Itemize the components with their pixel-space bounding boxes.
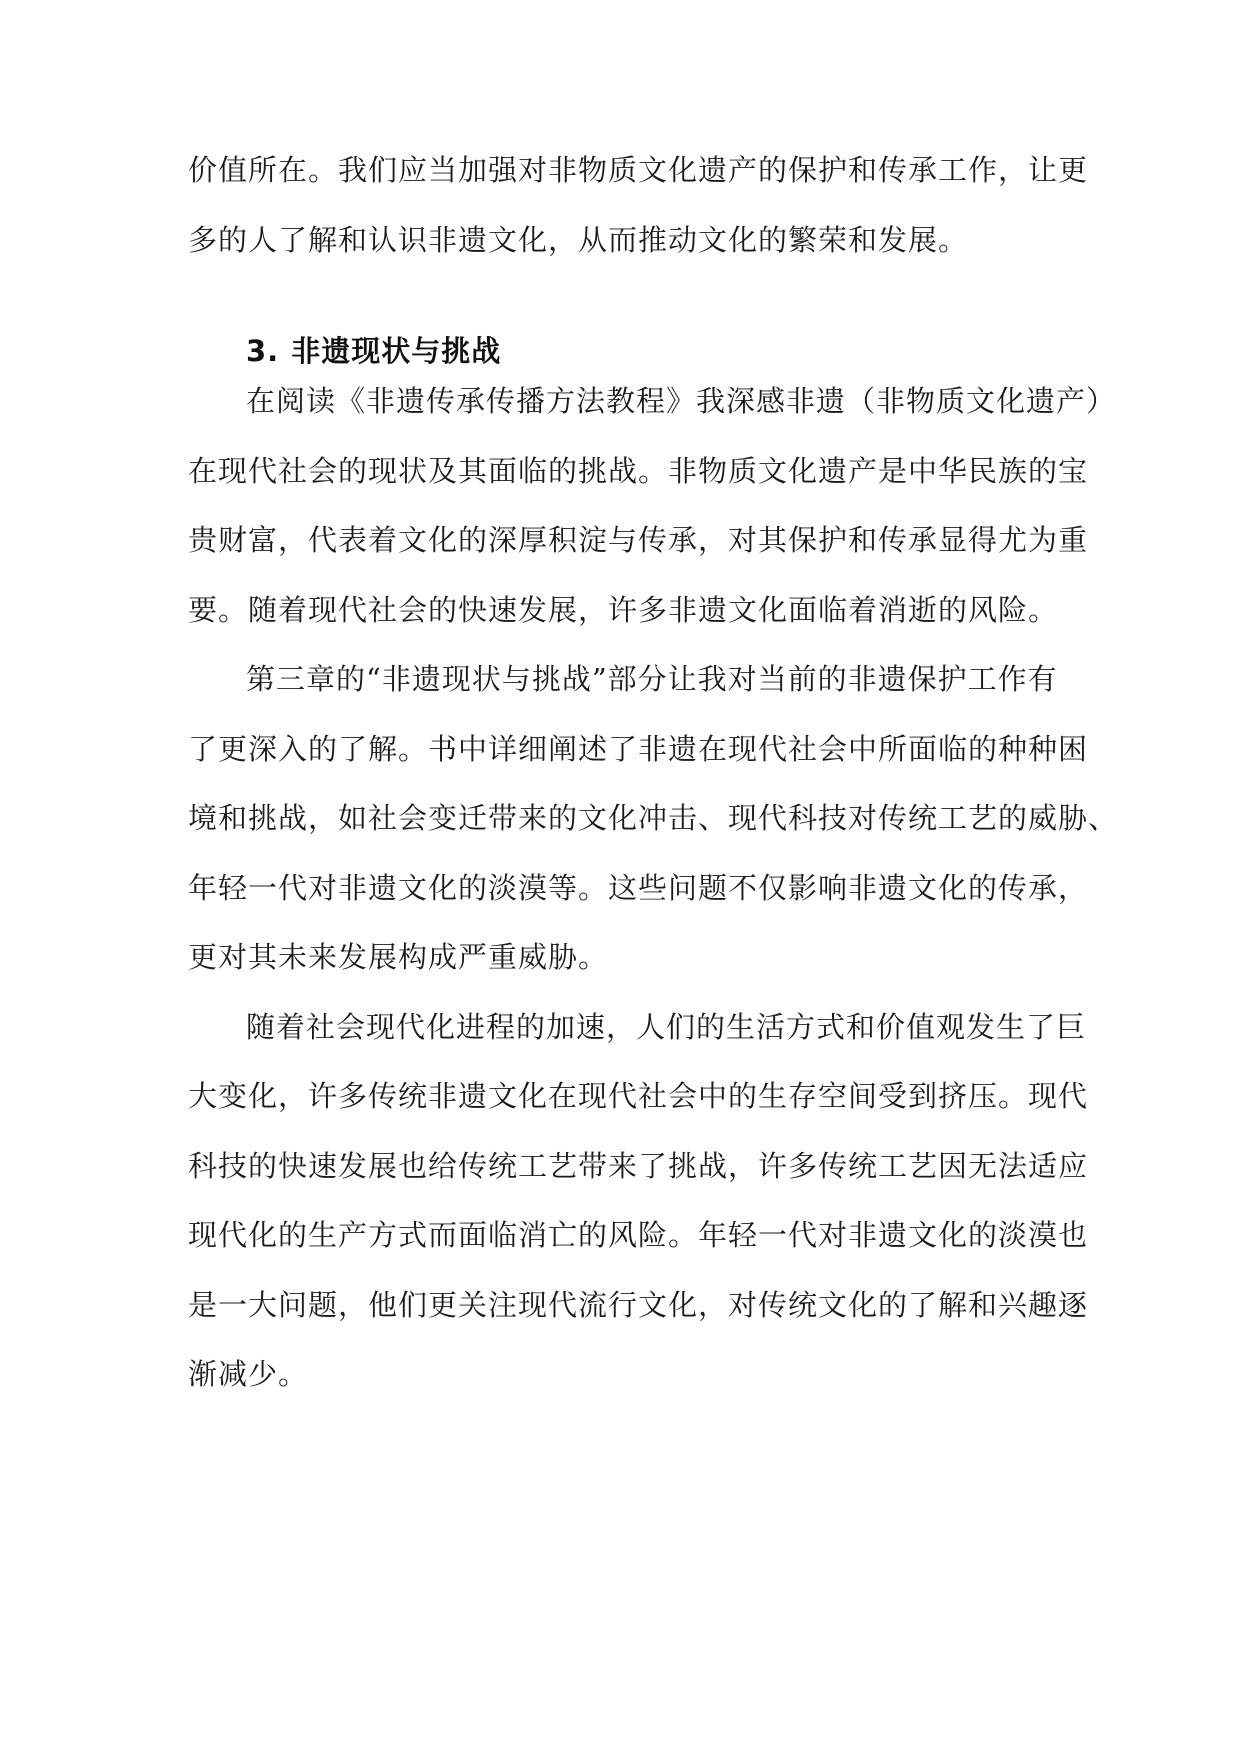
text-line: 渐减少。 — [188, 1357, 309, 1391]
text-line: 价值所在。我们应当加强对非物质文化遗产的保护和传承工作，让更 — [188, 153, 1089, 187]
section-number: 3. — [246, 334, 280, 368]
text-line: 更对其未来发展构成严重威胁。 — [188, 940, 609, 974]
text-line: 在阅读《非遗传承传播方法教程》我深感非遗（非物质文化遗产） — [246, 384, 1117, 418]
continuation-paragraph — [188, 136, 1089, 275]
paragraph-1 — [188, 367, 1117, 645]
text-line: 现代化的生产方式而面临消亡的风险。年轻一代对非遗文化的淡漠也 — [188, 1218, 1089, 1252]
body-text — [188, 367, 1119, 1410]
text-line: 年轻一代对非遗文化的淡漠等。这些问题不仅影响非遗文化的传承， — [188, 870, 1089, 905]
text-line: 贵财富，代表着文化的深厚积淀与传承，对其保护和传承显得尤为重 — [188, 523, 1089, 557]
text-line: 境和挑战，如社会变迁带来的文化冲击、现代科技对传统工艺的威胁、 — [188, 801, 1119, 835]
text-line: 随着社会现代化进程的加速，人们的生活方式和价值观发生了巨 — [246, 1009, 1087, 1044]
text-line: 科技的快速发展也给传统工艺带来了挑战，许多传统工艺因无法适应 — [188, 1148, 1089, 1183]
text-line: 了更深入的了解。书中详细阐述了非遗在现代社会中所面临的种种困 — [188, 731, 1089, 766]
section-title: 非遗现状与挑战 — [291, 334, 502, 368]
paragraph-2 — [188, 645, 1119, 993]
text-line: 是一大问题，他们更关注现代流行文化，对传统文化的了解和兴趣逐 — [188, 1287, 1089, 1322]
text-line: 多的人了解和认识非遗文化，从而推动文化的繁荣和发展。 — [188, 222, 969, 257]
text-line: 大变化，许多传统非遗文化在现代社会中的生存空间受到挤压。现代 — [188, 1079, 1089, 1113]
text-line: 要。随着现代社会的快速发展，许多非遗文化面临着消逝的风险。 — [188, 592, 1059, 627]
text-line: 在现代社会的现状及其面临的挑战。非物质文化遗产是中华民族的宝 — [188, 453, 1089, 488]
text-line: 第三章的“非遗现状与挑战”部分让我对当前的非遗保护工作有 — [246, 662, 1058, 696]
paragraph-3 — [188, 993, 1089, 1410]
